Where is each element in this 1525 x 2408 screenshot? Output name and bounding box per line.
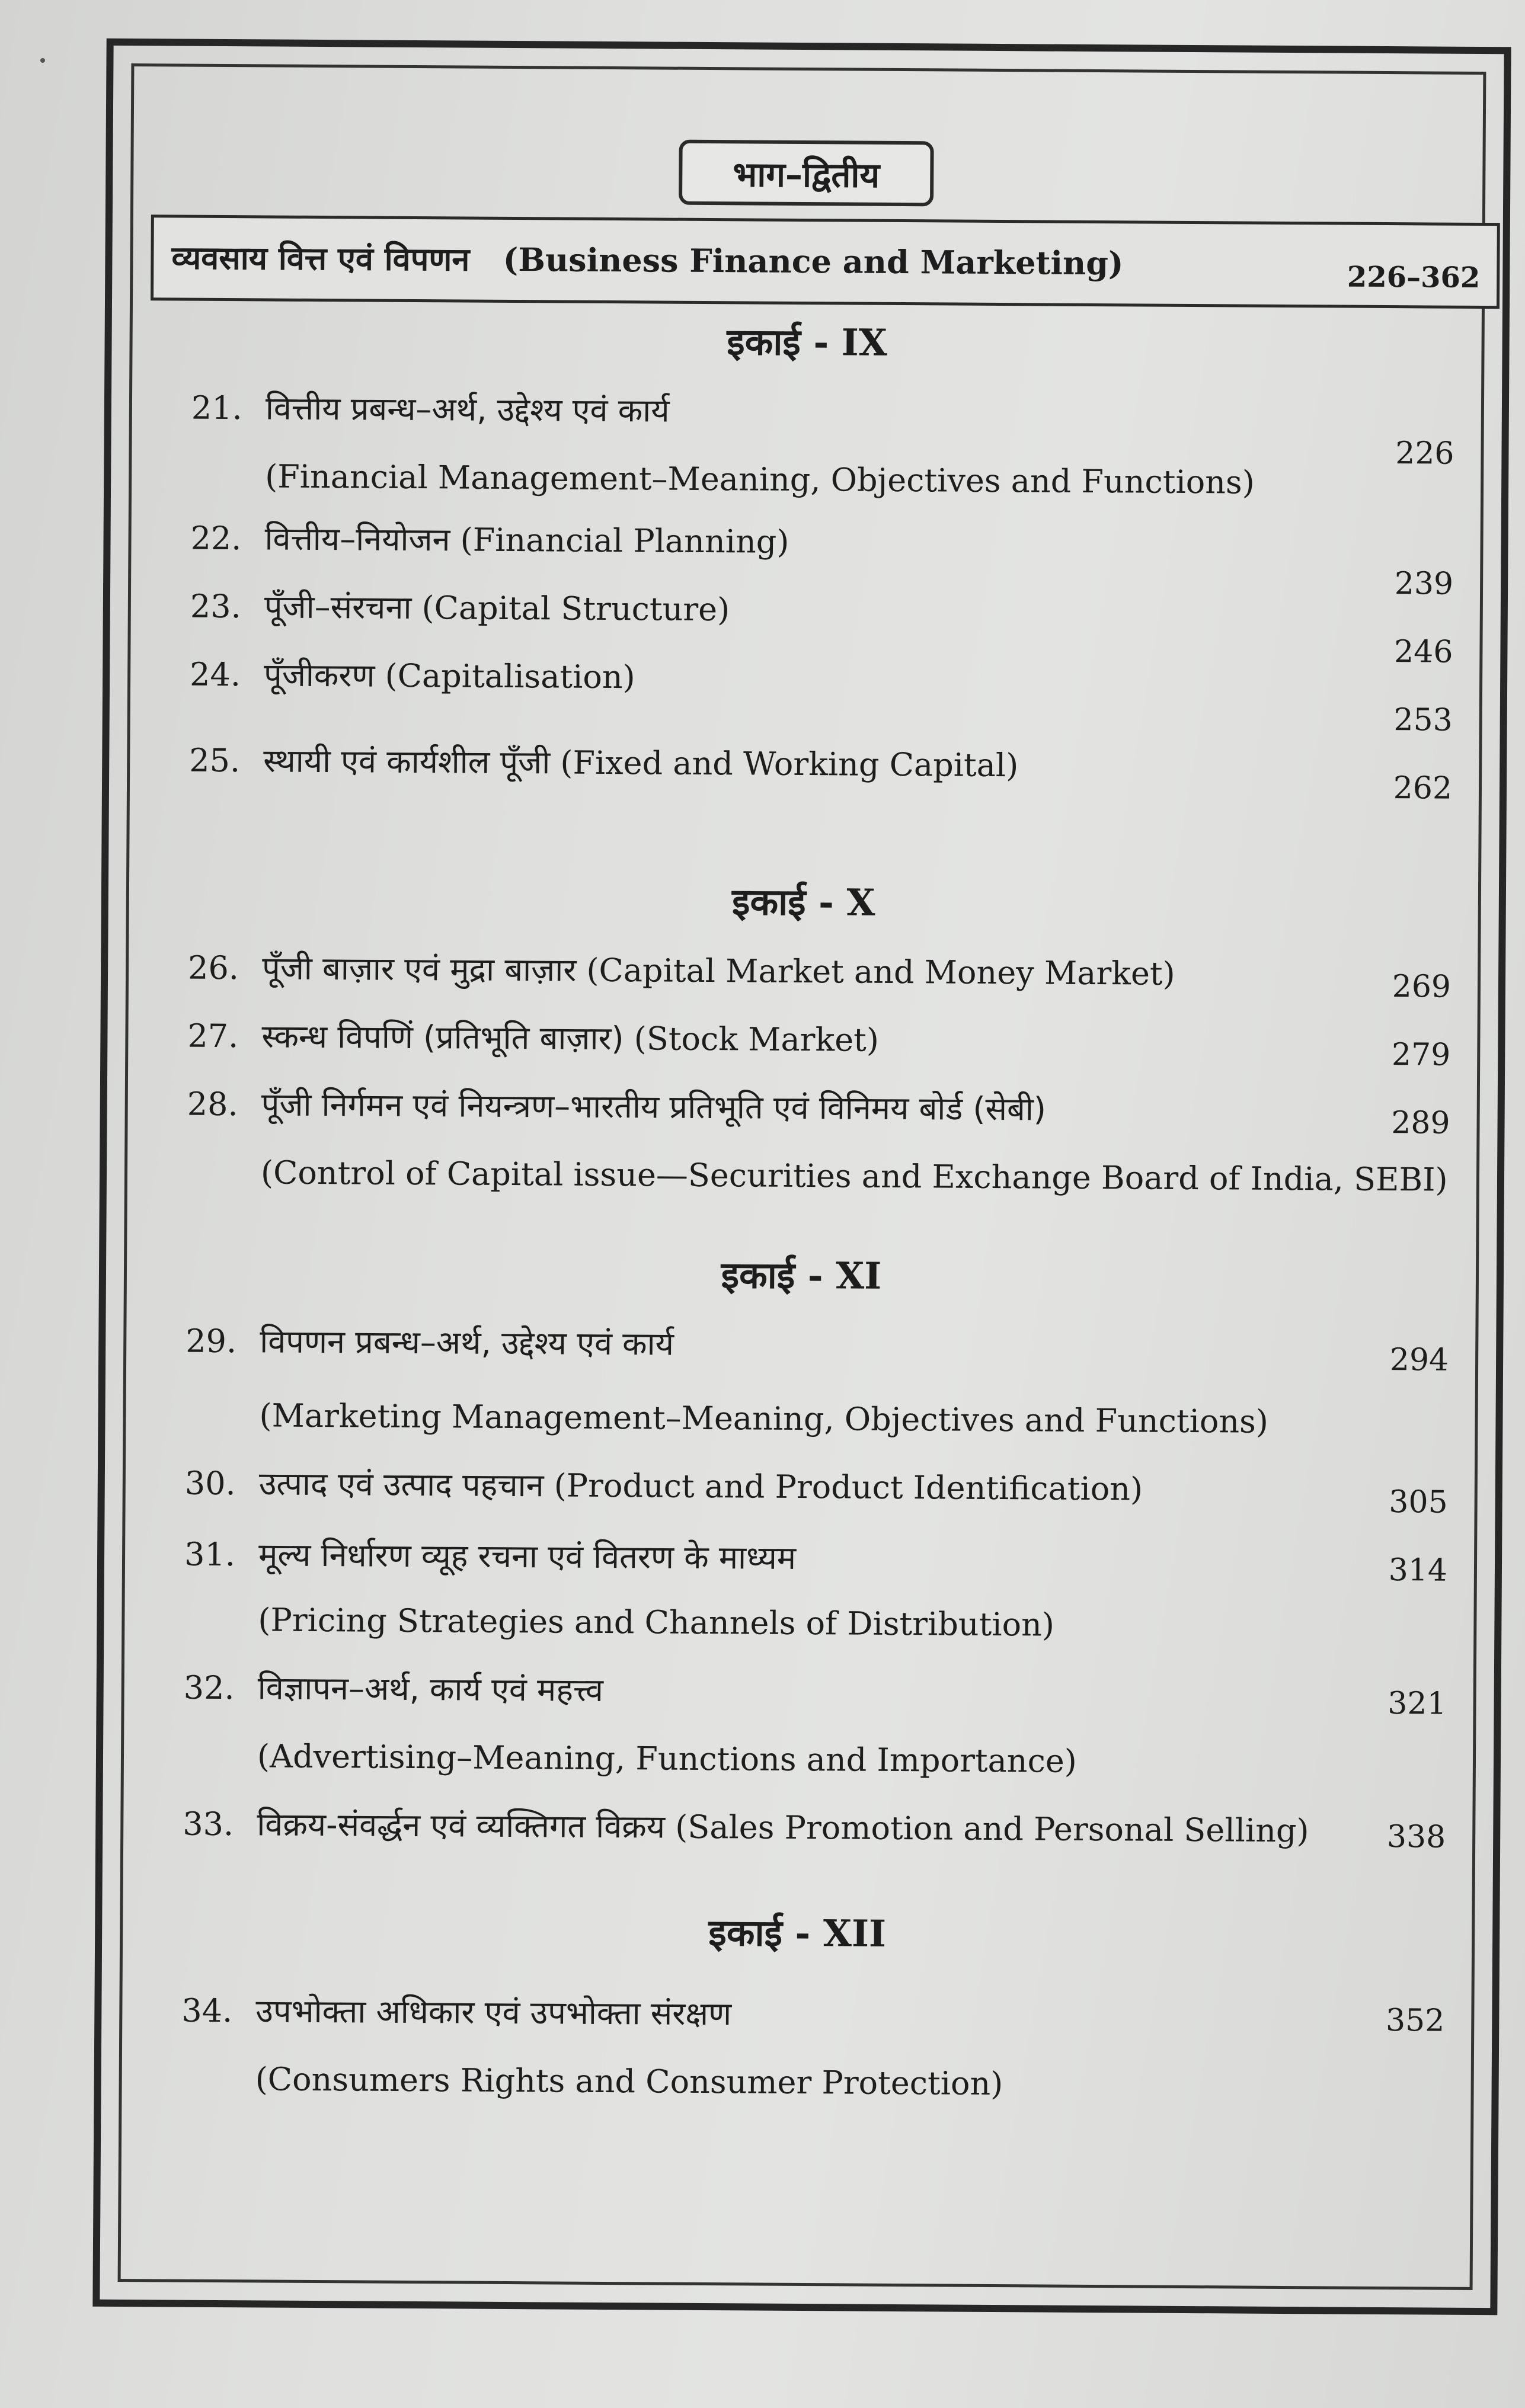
toc-item-26[interactable] [188,950,1175,992]
unit-heading-xi [127,1245,1476,1304]
toc-item-27-page: 279 [1391,1037,1451,1073]
toc-item-28[interactable] [187,1086,1047,1128]
toc-item-28-page: 289 [1391,1105,1450,1141]
toc-item-29-english: (Marketing Management–Meaning, Objectives and Functions) [259,1397,1269,1440]
unit-number: - X [818,880,875,924]
toc-item-24-page: 253 [1393,702,1453,738]
toc-item-34-page: 352 [1385,2003,1445,2039]
item-title-hindi: उपभोक्ता अधिकार एवं उपभोक्ता संरक्षण [255,1992,732,2033]
contents-area [121,66,1484,2287]
item-number: 27. [187,1017,239,1055]
page-border [92,39,1511,2315]
item-number: 29. [186,1322,237,1360]
item-number: 31. [184,1535,236,1574]
item-title-hindi: विपणन प्रबन्ध–अर्थ, उद्देश्य एवं कार्य [260,1323,674,1363]
item-title-hindi: स्कन्ध विपणिं (प्रतिभूति बाज़ार) [261,1017,624,1058]
toc-item-32-english: (Advertising–Meaning, Functions and Importance) [257,1737,1078,1780]
item-number: 26. [187,949,239,987]
item-title-hindi: उत्पाद एवं उत्पाद पहचान [258,1465,544,1504]
toc-item-33-page: 338 [1386,1819,1446,1855]
item-number: 33. [183,1805,234,1843]
part-title: भाग–द्वितीय [679,140,934,207]
item-title-english: (Capital Structure) [421,589,730,629]
item-title-hindi: विक्रय-संवर्द्धन एवं व्यक्तिगत विक्रय [257,1805,666,1846]
toc-item-31-english: (Pricing Strategies and Channels of Distribution) [258,1601,1055,1644]
section-page-range: 226–362 [1347,260,1481,294]
unit-label: इकाई [727,320,801,364]
item-title-hindi: विज्ञापन–अर्थ, कार्य एवं महत्त्व [257,1669,604,1709]
unit-heading-ix [132,312,1481,370]
section-title [171,234,1124,284]
item-title-english: (Sales Promotion and Personal Selling) [675,1808,1309,1850]
toc-item-21[interactable] [191,390,670,430]
toc-item-25-page: 262 [1393,770,1453,806]
item-title-english: (Product and Product Identification) [554,1466,1143,1508]
unit-heading-x [129,872,1478,930]
section-heading-box [151,214,1500,309]
toc-item-32-page: 321 [1387,1686,1447,1722]
toc-item-33[interactable] [183,1806,1309,1850]
toc-item-21-page: 226 [1395,436,1454,472]
item-title-english: (Capital Market and Money Market) [586,951,1175,992]
toc-item-31-page: 314 [1388,1552,1448,1589]
unit-heading-xii [123,1903,1472,1961]
unit-label: इकाई [708,1911,783,1955]
item-number: 28. [187,1085,238,1123]
item-title-hindi: पूँजी बाज़ार एवं मुद्रा बाज़ार [261,949,577,989]
item-number: 30. [184,1464,236,1503]
item-title-hindi: वित्तीय–नियोजन [264,520,450,559]
item-title-english: (Financial Planning) [460,521,789,561]
item-number: 21. [191,389,242,427]
toc-item-30-page: 305 [1389,1484,1448,1520]
item-title-english: (Fixed and Working Capital) [560,744,1019,784]
item-number: 34. [181,1991,233,2030]
item-number: 24. [189,655,241,694]
item-title-hindi: पूँजी–संरचना [264,588,412,626]
item-title-hindi: मूल्य निर्धारण व्यूह रचना एवं वितरण के माध्यम [258,1536,797,1577]
item-title-hindi: स्थायी एवं कार्यशील पूँजी [263,742,551,782]
section-title-hindi: व्यवसाय वित्त एवं विपणन [171,239,470,278]
item-title-hindi: पूँजीकरण [263,656,375,694]
page-border-inner [118,63,1486,2290]
toc-item-29[interactable] [186,1323,674,1363]
item-number: 25. [189,741,241,780]
toc-item-27[interactable] [187,1018,879,1059]
unit-number: - IX [813,321,888,364]
toc-item-24[interactable] [190,657,635,696]
item-title-hindi: पूँजी निर्गमन एवं नियन्त्रण–भारतीय प्रतिभूति एवं विनिमय बोर्ड (सेबी) [261,1085,1047,1128]
unit-label: इकाई [721,1253,795,1297]
toc-item-26-page: 269 [1392,969,1452,1005]
speck-mark [40,58,45,63]
toc-item-23[interactable] [190,588,730,629]
unit-number: - XI [807,1254,882,1298]
toc-item-21-english: (Financial Management–Meaning, Objectives and Functions) [265,457,1255,501]
toc-item-34-english: (Consumers Rights and Consumer Protection) [255,2060,1003,2103]
item-title-hindi: वित्तीय प्रबन्ध–अर्थ, उद्देश्य एवं कार्य [265,389,670,430]
item-title-english: (Stock Market) [634,1020,880,1059]
unit-label: इकाई [731,880,806,924]
toc-item-31[interactable] [184,1536,796,1577]
toc-item-32[interactable] [184,1670,604,1709]
toc-item-23-page: 246 [1393,634,1453,670]
item-number: 22. [190,519,242,558]
item-title-english: (Capitalisation) [385,657,635,696]
toc-item-30[interactable] [185,1465,1143,1508]
unit-number: - XII [795,1911,887,1955]
toc-item-34[interactable] [181,1993,731,2033]
item-number: 23. [190,587,241,626]
toc-item-22[interactable] [190,520,789,561]
item-number: 32. [183,1669,235,1707]
toc-item-29-page: 294 [1389,1342,1449,1378]
toc-item-22-page: 239 [1394,566,1454,602]
section-title-english: (Business Finance and Marketing) [503,240,1124,283]
toc-item-28-english: (Control of Capital issue—Securities and Exchange Board of India, SEBI) [260,1154,1448,1199]
toc-item-25[interactable] [189,742,1018,784]
